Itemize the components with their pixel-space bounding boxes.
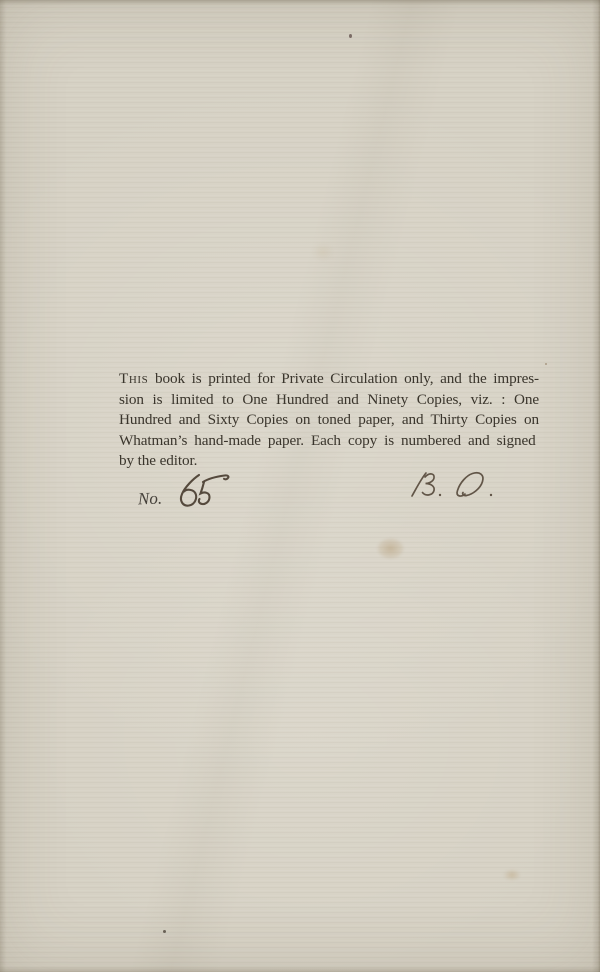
colophon-line [119, 390, 539, 411]
handwritten-editor-initials [408, 470, 504, 507]
limitation-notice [119, 369, 539, 472]
colophon-line-text: Hundred and Sixty Copies on toned paper, and Thirty Copies on [119, 411, 539, 429]
ink-speck [349, 34, 352, 38]
handwriting-65-drawing [175, 472, 233, 510]
colophon-line [119, 431, 539, 452]
colophon-line-text: Whatman’s hand-made paper. Each copy is numbered and signed [119, 431, 536, 449]
colophon-line-text: by the editor. [119, 452, 198, 470]
colophon-line [119, 410, 539, 431]
handwritten-copy-number [175, 472, 233, 515]
faint-stain [312, 243, 334, 261]
copy-number-label: No. [137, 488, 163, 509]
handwriting-bd-drawing [408, 470, 504, 502]
colophon-line [119, 369, 539, 390]
fox-stain [377, 538, 404, 559]
edge-stain [503, 869, 521, 881]
colophon-line-text [119, 369, 539, 390]
ink-speck [545, 363, 547, 365]
colophon-line-text: sion is limited to One Hundred and Ninety Copies, viz. : One [119, 390, 539, 408]
colophon-line [119, 451, 539, 472]
line1-rest: book is printed for Private Circulation only, and the impres- [148, 370, 539, 387]
lead-word-smallcaps: This [119, 370, 149, 387]
ink-speck [163, 930, 166, 933]
